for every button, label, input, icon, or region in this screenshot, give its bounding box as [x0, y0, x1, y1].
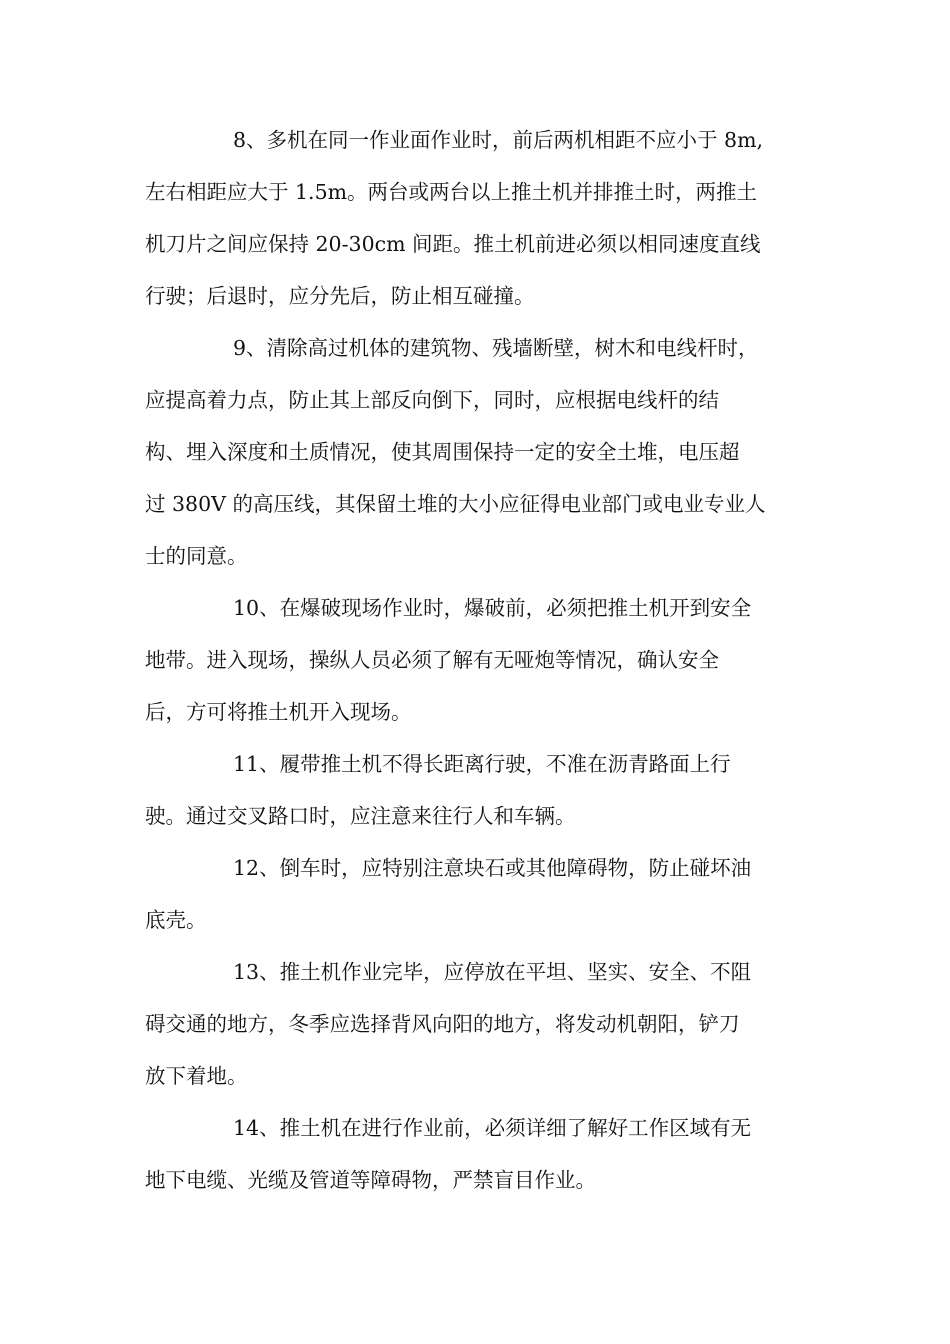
- paragraph-11: [145, 738, 810, 842]
- paragraph-line: 12、倒车时，应特别注意块石或其他障碍物，防止碰坏油: [233, 856, 752, 880]
- paragraph-line: 驶。通过交叉路口时，应注意来往行人和车辆。: [145, 804, 576, 828]
- paragraph-line: 士的同意。: [145, 544, 248, 568]
- paragraph-line: 底壳。: [145, 908, 207, 932]
- paragraph-13: [145, 946, 810, 1102]
- document-body: [145, 114, 810, 1206]
- paragraph-line: 14、推土机在进行作业前，必须详细了解好工作区域有无: [233, 1116, 752, 1140]
- paragraph-line: 过 380V 的高压线，其保留土堆的大小应征得电业部门或电业专业人: [145, 492, 766, 516]
- paragraph-8: [145, 114, 810, 322]
- paragraph-line: 地下电缆、光缆及管道等障碍物，严禁盲目作业。: [145, 1168, 596, 1192]
- paragraph-14: [145, 1102, 810, 1206]
- paragraph-line: 放下着地。: [145, 1064, 248, 1088]
- paragraph-line: 左右相距应大于 1.5m。两台或两台以上推土机并排推土时，两推土: [145, 180, 758, 204]
- paragraph-10: [145, 582, 810, 738]
- paragraph-line: 10、在爆破现场作业时，爆破前，必须把推土机开到安全: [233, 596, 752, 620]
- paragraph-line: 构、埋入深度和土质情况，使其周围保持一定的安全土堆，电压超: [145, 440, 740, 464]
- paragraph-12: [145, 842, 810, 946]
- paragraph-line: 13、推土机作业完毕，应停放在平坦、坚实、安全、不阻: [233, 960, 752, 984]
- paragraph-9: [145, 322, 810, 582]
- paragraph-line: 后，方可将推土机开入现场。: [145, 700, 412, 724]
- paragraph-line: 地带。进入现场，操纵人员必须了解有无哑炮等情况，确认安全: [145, 648, 719, 672]
- paragraph-line: 应提高着力点，防止其上部反向倒下，同时，应根据电线杆的结: [145, 388, 719, 412]
- paragraph-line: 碍交通的地方，冬季应选择背风向阳的地方，将发动机朝阳，铲刀: [145, 1012, 740, 1036]
- paragraph-line: 机刀片之间应保持 20-30cm 间距。推土机前进必须以相同速度直线: [145, 232, 761, 256]
- paragraph-line: 9、清除高过机体的建筑物、残墙断壁，树木和电线杆时，: [233, 336, 759, 360]
- paragraph-line: 行驶；后退时，应分先后，防止相互碰撞。: [145, 284, 535, 308]
- paragraph-line: 8、多机在同一作业面作业时，前后两机相距不应小于 8m,: [233, 128, 764, 152]
- paragraph-line: 11、履带推土机不得长距离行驶，不准在沥青路面上行: [233, 752, 731, 776]
